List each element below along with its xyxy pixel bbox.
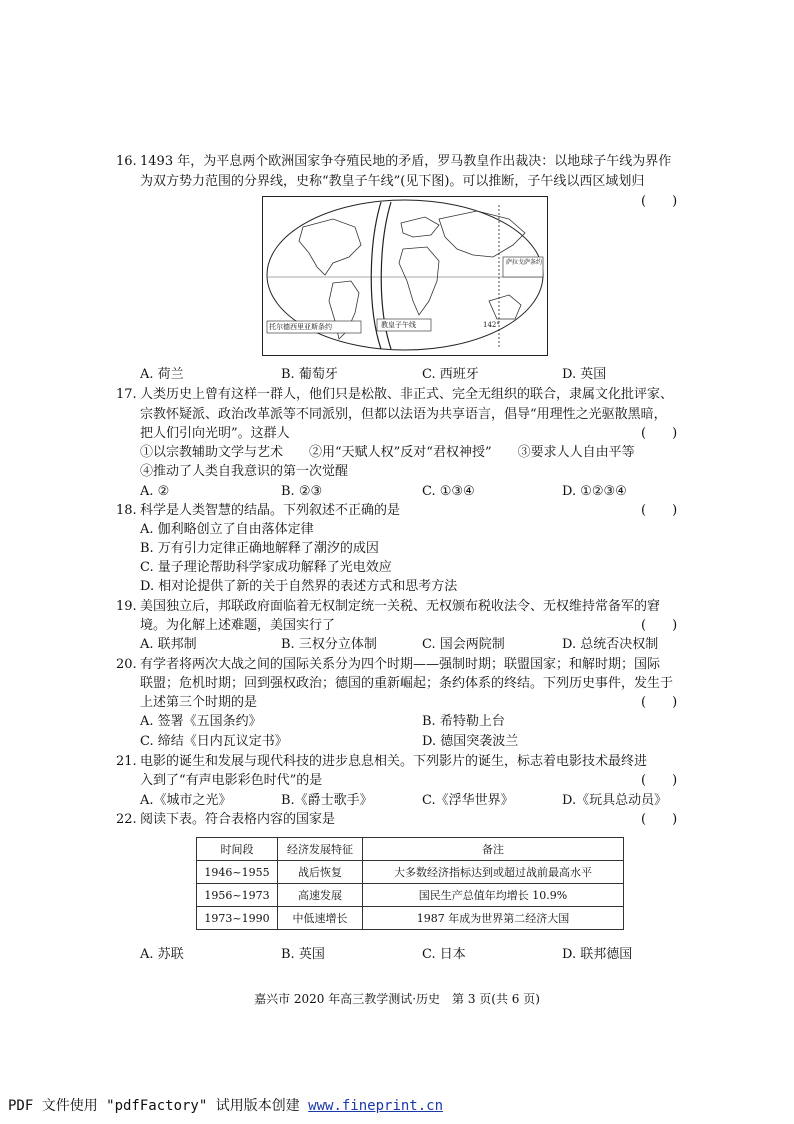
option-d: D. 相对论提供了新的关于自然界的表述方式和思考方法 bbox=[140, 579, 458, 594]
table-row bbox=[197, 861, 624, 884]
question-text: 1493 年，为平息两个欧洲国家争夺殖民地的矛盾，罗马教皇作出裁决：以地球子午线为界作 bbox=[140, 154, 672, 169]
question-number: 21. bbox=[116, 754, 137, 769]
pdf-note-text: PDF 文件使用 "pdfFactory" 试用版本创建 bbox=[8, 1098, 309, 1114]
question-number: 22. bbox=[116, 812, 137, 827]
option-a: A. 荷兰 bbox=[140, 367, 184, 382]
statement-line: ④推动了人类自我意识的第一次觉醒 bbox=[140, 464, 349, 479]
option-c: C. 西班牙 bbox=[422, 367, 479, 382]
option-a: A. 联邦制 bbox=[140, 637, 197, 652]
table-cell: 国民生产总值年均增长 10.9% bbox=[363, 884, 624, 907]
question-text: 宗教怀疑派、政治改革派等不同派别，但都以法语为共享语言，倡导“用理性之光驱散黑暗， bbox=[140, 407, 667, 422]
fineprint-link[interactable]: www.fineprint.cn bbox=[308, 1098, 444, 1114]
option-b: B.《爵士歌手》 bbox=[281, 793, 373, 808]
statement-line: ①以宗教辅助文学与艺术 ②用“天赋人权”反对“君权神授” ③要求人人自由平等 bbox=[140, 445, 635, 460]
question-text: 联盟；危机时期；回到强权政治；德国的重新崛起；条约体系的终结。下列历史事件，发生于 bbox=[140, 676, 674, 691]
table-header: 时间段 bbox=[197, 838, 278, 861]
option-d: D. 英国 bbox=[562, 367, 607, 382]
option-a: A.《城市之光》 bbox=[140, 793, 232, 808]
map-label-tordesillas: 托尔德西里亚斯条约 bbox=[269, 323, 332, 331]
table-cell: 1973~1990 bbox=[197, 907, 278, 930]
option-c: C. 日本 bbox=[422, 947, 466, 962]
pdf-creator-note bbox=[8, 1095, 443, 1115]
table-cell: 大多数经济指标达到或超过战前最高水平 bbox=[363, 861, 624, 884]
answer-paren: ( ) bbox=[641, 773, 678, 788]
question-text: 科学是人类智慧的结晶。下列叙述不正确的是 bbox=[140, 503, 401, 518]
option-b: B. 三权分立体制 bbox=[281, 637, 377, 652]
option-b: B. 葡萄牙 bbox=[281, 367, 338, 382]
answer-paren: ( ) bbox=[641, 812, 678, 827]
option-a: A. 伽利略创立了自由落体定律 bbox=[140, 522, 314, 537]
question-text: 有学者将两次大战之间的国际关系分为四个时期——强制时期；联盟国家；和解时期；国际 bbox=[140, 657, 661, 672]
table-cell: 1987 年成为世界第二经济大国 bbox=[363, 907, 624, 930]
option-c: C. ①③④ bbox=[422, 484, 475, 499]
economy-table bbox=[196, 837, 624, 930]
option-c: C.《浮华世界》 bbox=[422, 793, 514, 808]
option-d: D. ①②③④ bbox=[562, 484, 627, 499]
option-b: B. 英国 bbox=[281, 947, 325, 962]
question-number: 17. bbox=[116, 387, 137, 402]
question-number: 18. bbox=[116, 503, 137, 518]
map-label-longitude: 142° bbox=[483, 321, 500, 329]
option-c: C. 量子理论帮助科学家成功解释了光电效应 bbox=[140, 560, 392, 575]
answer-paren: ( ) bbox=[641, 695, 678, 710]
question-text: 阅读下表。符合表格内容的国家是 bbox=[140, 812, 336, 827]
option-a: A. ② bbox=[140, 484, 170, 499]
table-cell: 1956~1973 bbox=[197, 884, 278, 907]
question-text: 境。为化解上述难题，美国实行了 bbox=[140, 618, 336, 633]
page-footer: 嘉兴市 2020 年高三教学测试·历史 第 3 页(共 6 页) bbox=[254, 992, 540, 1006]
option-b: B. 希特勒上台 bbox=[422, 714, 505, 729]
question-number: 16. bbox=[116, 154, 137, 169]
map-label-zaragoza: 萨拉戈萨条约 bbox=[505, 259, 542, 266]
option-c: C. 国会两院制 bbox=[422, 637, 505, 652]
table-header: 经济发展特征 bbox=[278, 838, 363, 861]
question-text: 人类历史上曾有这样一群人，他们只是松散、非正式、完全无组织的联合，隶属文化批评家、 bbox=[140, 387, 674, 402]
table-cell: 高速发展 bbox=[278, 884, 363, 907]
question-text: 入到了“有声电影彩色时代”的是 bbox=[140, 773, 323, 788]
table-cell: 1946~1955 bbox=[197, 861, 278, 884]
world-map-drawing bbox=[263, 197, 547, 355]
question-text: 电影的诞生和发展与现代科技的进步息息相关。下列影片的诞生，标志着电影技术最终进 bbox=[140, 754, 648, 769]
table-cell: 中低速增长 bbox=[278, 907, 363, 930]
option-d: D.《玩具总动员》 bbox=[562, 793, 668, 808]
table-row bbox=[197, 884, 624, 907]
question-text: 美国独立后，邦联政府面临着无权制定统一关税、无权颁布税收法令、无权维持常备军的窘 bbox=[140, 599, 661, 614]
answer-paren: ( ) bbox=[641, 503, 678, 518]
table-row bbox=[197, 907, 624, 930]
option-a: A. 苏联 bbox=[140, 947, 184, 962]
option-d: D. 联邦德国 bbox=[562, 947, 633, 962]
answer-paren: ( ) bbox=[641, 194, 678, 209]
option-b: B. ②③ bbox=[281, 484, 323, 499]
world-map bbox=[262, 196, 548, 356]
question-text: 把人们引向光明”。这群人 bbox=[140, 426, 290, 441]
question-number: 19. bbox=[116, 599, 137, 614]
question-text: 为双方势力范围的分界线，史称“教皇子午线”(见下图)。可以推断，子午线以西区域划归 bbox=[140, 174, 645, 189]
option-b: B. 万有引力定律正确地解释了潮汐的成因 bbox=[140, 541, 379, 556]
answer-paren: ( ) bbox=[641, 426, 678, 441]
table-header: 备注 bbox=[363, 838, 624, 861]
answer-paren: ( ) bbox=[641, 618, 678, 633]
option-d: D. 总统否决权制 bbox=[562, 637, 659, 652]
option-d: D. 德国突袭波兰 bbox=[422, 734, 519, 749]
question-number: 20. bbox=[116, 657, 137, 672]
question-text: 上述第三个时期的是 bbox=[140, 695, 258, 710]
map-label-papal-meridian: 教皇子午线 bbox=[381, 321, 416, 329]
table-header-row bbox=[197, 838, 624, 861]
option-c: C. 缔结《日内瓦议定书》 bbox=[140, 734, 288, 749]
table-cell: 战后恢复 bbox=[278, 861, 363, 884]
option-a: A. 签署《五国条约》 bbox=[140, 714, 262, 729]
